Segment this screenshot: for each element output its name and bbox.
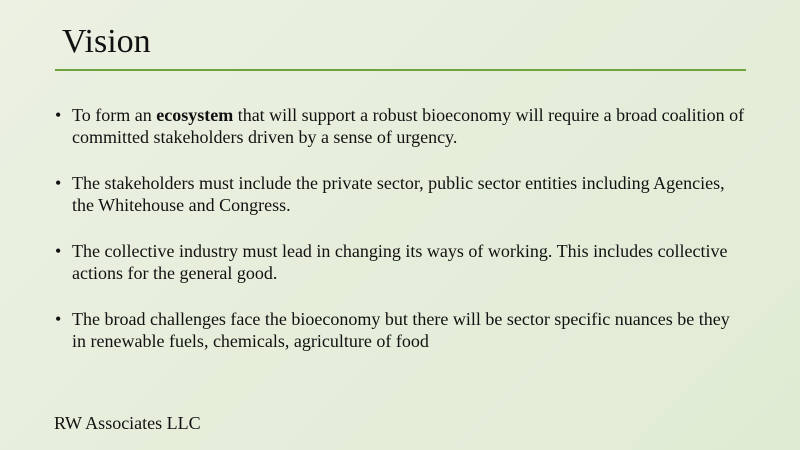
bullet-text: The stakeholders must include the private sector, public sector entities including Agencies, the Whitehouse and Congress.: [72, 173, 725, 215]
bullet-marker: •: [55, 241, 62, 261]
bullet-list: [55, 104, 745, 376]
slide-title: Vision: [62, 23, 151, 60]
bullet-item: [55, 240, 745, 284]
bullet-text: The broad challenges face the bioeconomy but there will be sector specific nuances be they in renewable fuels, chemicals, agriculture of food: [72, 309, 730, 351]
bullet-marker: •: [55, 173, 62, 193]
bullet-item: [55, 308, 745, 352]
bullet-emphasis: ecosystem: [156, 105, 234, 125]
title-divider: [55, 69, 746, 71]
footer-company-name: RW Associates LLC: [54, 413, 201, 433]
bullet-text: To form an: [72, 105, 157, 125]
bullet-text: The collective industry must lead in changing its ways of working. This includes collective actions for the general good.: [72, 241, 728, 283]
bullet-item: [55, 172, 745, 216]
bullet-marker: •: [55, 105, 62, 125]
bullet-item: [55, 104, 745, 148]
bullet-text: that will support a robust bioeconomy will require a broad coalition of committed stakeholders driven by a sense of urgency.: [72, 105, 745, 147]
bullet-marker: •: [55, 309, 62, 329]
